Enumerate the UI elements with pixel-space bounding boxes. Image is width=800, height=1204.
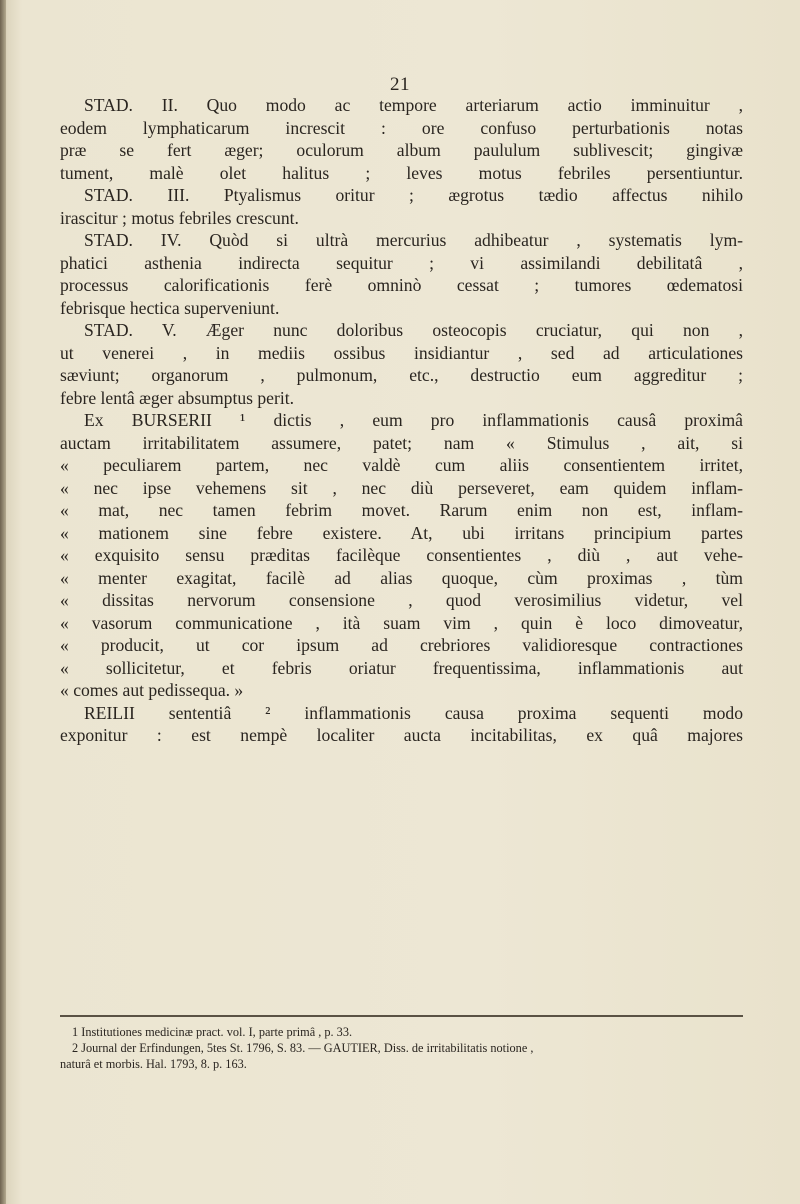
text-line: STAD. IV. Quòd si ultrà mercurius adhibeatur , systematis lym- — [84, 230, 743, 250]
text-line: « comes aut pedissequa. » — [60, 680, 244, 700]
text-line: REILII sententiâ ² inflammationis causa proxima sequenti modo — [84, 702, 743, 723]
text-line: eodem lymphaticarum increscit : ore confuso perturbationis notas — [60, 117, 743, 138]
text-line: « mat, nec tamen febrim movet. Rarum enim non est, inflam- — [60, 500, 743, 520]
text-line: sæviunt; organorum , pulmonum, etc., destructio eum aggreditur ; — [60, 365, 743, 385]
text-line: processus calorificationis ferè omninò cessat ; tumores œdematosi — [60, 275, 743, 295]
text-line: « peculiarem partem, nec valdè cum aliis consentientem irritet, — [60, 455, 743, 475]
text-line: « nec ipse vehemens sit , nec diù perseveret, eam quidem inflam- — [60, 477, 743, 498]
footnote-continuation: naturâ et morbis. Hal. 1793, 8. p. 163. — [60, 1057, 247, 1071]
text-line: præ se fert æger; oculorum album paululum sublivescit; gingivæ — [60, 140, 743, 160]
footnote: 2 Journal der Erfindungen, 5tes St. 1796, S. 83. — GAUTIER, Diss. de irritabilitatis notione , — [72, 1041, 534, 1055]
text-line: ut venerei , in mediis ossibus insidiantur , sed ad articulationes — [60, 342, 743, 363]
text-line: febre lentâ æger absumptus perit. — [60, 387, 295, 408]
book-spine-shadow — [0, 0, 6, 1204]
text-line: STAD. III. Ptyalismus oritur ; ægrotus tædio affectus nihilo — [84, 185, 743, 205]
text-line: STAD. II. Quo modo ac tempore arteriarum actio imminuitur , — [84, 95, 743, 115]
page-number: 21 — [390, 74, 410, 95]
footnote: 1 Institutiones medicinæ pract. vol. I, parte primâ , p. 33. — [72, 1025, 353, 1039]
text-line: STAD. V. Æger nunc doloribus osteocopis cruciatur, qui non , — [84, 320, 743, 340]
text-line: exponitur : est nempè localiter aucta incitabilitas, ex quâ majores — [60, 725, 743, 745]
text-line: « exquisito sensu præditas facilèque consentientes , diù , aut vehe- — [60, 545, 743, 565]
text-line: « sollicitetur, et febris oriatur frequentissima, inflammationis aut — [60, 657, 743, 678]
text-line: irascitur ; motus febriles crescunt. — [60, 207, 299, 228]
footnote-divider — [60, 1015, 743, 1017]
text-line: auctam irritabilitatem assumere, patet; nam « Stimulus , ait, si — [60, 432, 743, 453]
main-text — [60, 94, 743, 747]
text-line: « mationem sine febre existere. At, ubi irritans principium partes — [60, 522, 743, 543]
text-line: « menter exagitat, facilè ad alias quoque, cùm proximas , tùm — [60, 567, 743, 588]
text-line: febrisque hectica superveniunt. — [60, 297, 280, 318]
text-line: « producit, ut cor ipsum ad crebriores validioresque contractiones — [60, 635, 743, 655]
footnotes — [60, 1024, 743, 1072]
text-line: Ex BURSERII ¹ dictis , eum pro inflammationis causâ proximâ — [84, 410, 743, 430]
text-line: « vasorum communicatione , ità suam vim , quin è loco dimoveatur, — [60, 612, 743, 633]
text-line: phatici asthenia indirecta sequitur ; vi assimilandi debilitatâ , — [60, 252, 743, 273]
text-line: « dissitas nervorum consensione , quod verosimilius videtur, vel — [60, 590, 743, 610]
text-line: tument, malè olet halitus ; leves motus febriles persentiuntur. — [60, 162, 743, 183]
